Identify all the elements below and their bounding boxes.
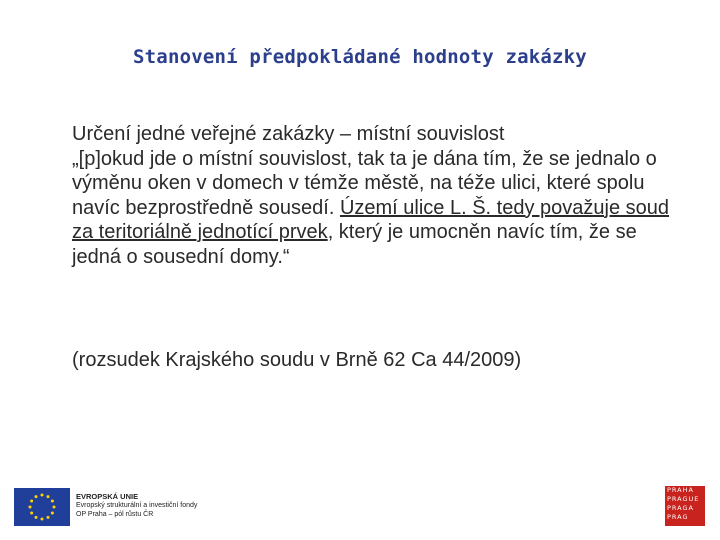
eu-line-1: Evropský strukturální a investiční fondy xyxy=(76,502,198,509)
citation: (rozsudek Krajského soudu v Brně 62 Ca 44/2009) xyxy=(72,349,522,371)
subheading: Určení jedné veřejné zakázky – místní souvislost xyxy=(72,123,505,145)
praha-line-4: PRAG xyxy=(667,513,689,521)
praha-logo xyxy=(665,486,705,526)
quote-part-1: „[p]okud jde o místní souvislost, tak ta je dána tím, že se jednalo o výměnu oken v domech v témže městě, na téže ulici, které spolu navíc bezprostředně sousedí. xyxy=(72,147,657,219)
eu-name: EVROPSKÁ UNIE xyxy=(76,492,139,501)
slide-title: Stanovení předpokládané hodnoty zakázky xyxy=(133,46,587,68)
eu-line-2: OP Praha – pól růstu ČR xyxy=(76,511,154,518)
eu-star xyxy=(29,506,32,509)
praha-line-3: PRAGA xyxy=(667,504,694,512)
eu-star xyxy=(47,516,50,519)
eu-star xyxy=(41,518,44,521)
eu-flag-icon xyxy=(14,488,70,526)
eu-star xyxy=(47,495,50,498)
eu-star xyxy=(30,512,33,515)
eu-star xyxy=(35,516,38,519)
praha-line-1: PRAHA xyxy=(667,486,694,494)
eu-star xyxy=(41,494,44,497)
quote-underlined: Území ulice L. Š. tedy považuje soud za teritoriálně jednotící prvek xyxy=(72,196,670,243)
eu-star xyxy=(51,500,54,503)
eu-star xyxy=(35,495,38,498)
eu-star xyxy=(53,506,56,509)
quote-part-2: , který je umocněn navíc tím, že se jedná o sousední domy.“ xyxy=(72,221,637,268)
eu-star xyxy=(51,512,54,515)
content-block xyxy=(72,122,672,269)
praha-line-2: PRAGUE xyxy=(667,495,700,503)
eu-stars-icon xyxy=(14,488,70,526)
eu-star xyxy=(30,500,33,503)
court-quote xyxy=(72,147,672,270)
eu-funding-text xyxy=(76,492,197,519)
